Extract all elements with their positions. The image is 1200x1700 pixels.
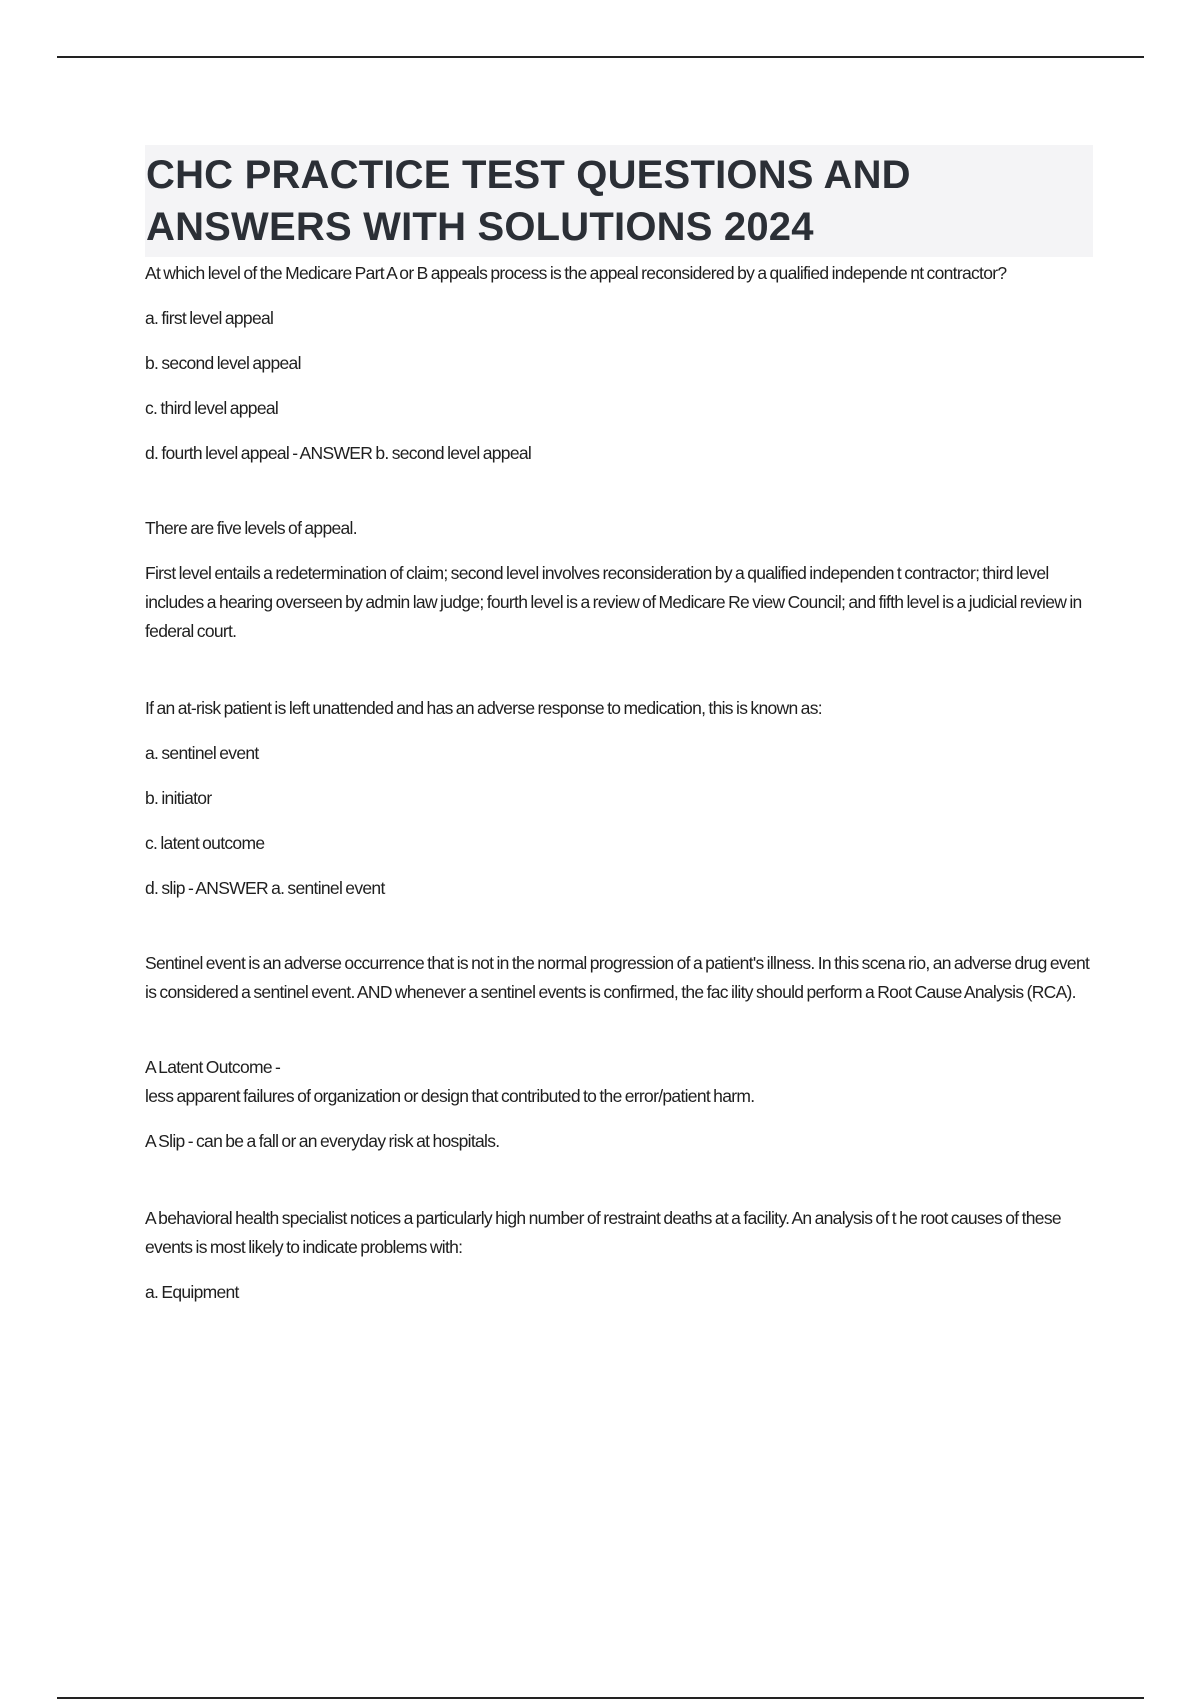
option-c: c. third level appeal: [145, 398, 279, 418]
question-block-2: [145, 694, 1093, 903]
slip-note: A Slip - can be a fall or an everyday risk at hospitals.: [145, 1131, 500, 1151]
option-c: c. latent outcome: [145, 833, 265, 853]
top-rule: [57, 56, 1144, 58]
explanation-block-1: [145, 514, 1093, 646]
question-text: If an at-risk patient is left unattended and has an adverse response to medication, this is known as:: [145, 698, 822, 718]
option-b: b. second level appeal: [145, 353, 301, 373]
option-a: a. first level appeal: [145, 308, 274, 328]
document-title: CHC PRACTICE TEST QUESTIONS AND ANSWERS WITH SOLUTIONS 2024: [146, 153, 911, 249]
explanation-paragraph: There are five levels of appeal.: [145, 518, 357, 538]
latent-outcome-label: A Latent Outcome -: [145, 1057, 281, 1077]
option-d-answer: d. slip - ANSWER a. sentinel event: [145, 878, 385, 898]
option-b: b. initiator: [145, 788, 212, 808]
latent-outcome-note: [145, 1053, 1093, 1156]
option-a: a. sentinel event: [145, 743, 259, 763]
option-d-answer: d. fourth level appeal - ANSWER b. second level appeal: [145, 443, 532, 463]
explanation-paragraph: Sentinel event is an adverse occurrence that is not in the normal progression of a patient's illness. In this scena rio, an adverse drug event is considered a sentinel event. AND whenever a sentinel events is confirmed, the fac ility should perform a Root Cause Analysis (RCA).: [145, 953, 1090, 1002]
question-text: At which level of the Medicare Part A or B appeals process is the appeal reconsidered by a qualified independe nt contractor?: [145, 263, 1007, 283]
question-block-1: [145, 259, 1093, 468]
title-box: [145, 145, 1093, 257]
document-body: [145, 145, 1093, 1323]
question-block-3: [145, 1204, 1093, 1307]
explanation-paragraph: First level entails a redetermination of claim; second level involves reconsideration by a qualified independen t contractor; third level includes a hearing overseen by admin law judge; fourth level is a review of Medicare Re view Council; and fifth level is a judicial review in federal court.: [145, 563, 1082, 641]
explanation-block-2: [145, 949, 1093, 1007]
question-text: A behavioral health specialist notices a particularly high number of restraint deaths at a facility. An analysis of t he root causes of these events is most likely to indicate problems with:: [145, 1208, 1061, 1257]
bottom-rule: [57, 1697, 1144, 1699]
option-a: a. Equipment: [145, 1282, 239, 1302]
latent-outcome-text: less apparent failures of organization or design that contributed to the error/patient harm.: [145, 1086, 755, 1106]
